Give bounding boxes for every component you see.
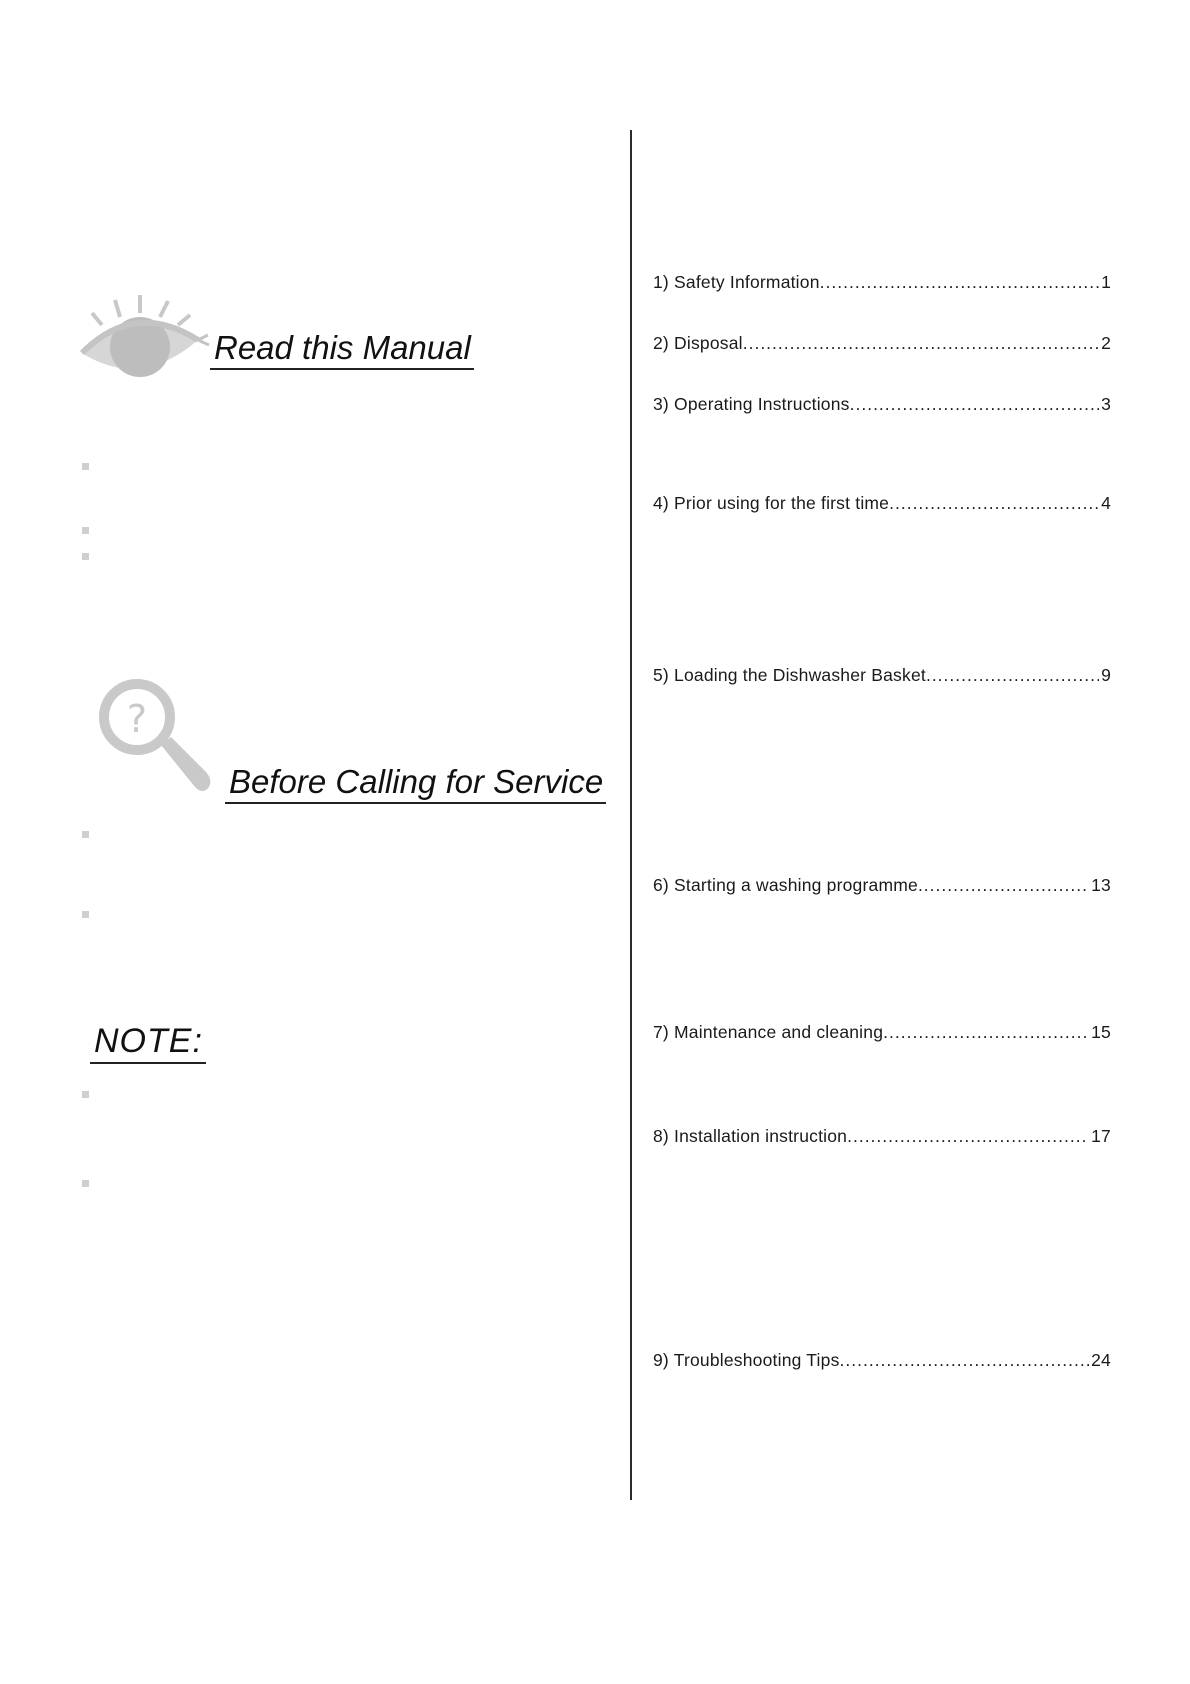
toc-item[interactable] xyxy=(653,493,1111,514)
toc-item[interactable] xyxy=(653,1350,1111,1371)
note-heading: NOTE: xyxy=(90,1023,206,1064)
toc-label: 1) Safety Information xyxy=(653,272,820,292)
toc-item[interactable] xyxy=(653,333,1111,354)
toc-page: 1 xyxy=(1101,272,1111,292)
bullet xyxy=(82,1091,89,1098)
toc-page: 4 xyxy=(1101,493,1111,513)
toc-item[interactable] xyxy=(653,1126,1111,1147)
toc-page: 2 xyxy=(1101,333,1111,353)
toc-item[interactable] xyxy=(653,875,1111,896)
before-service-heading: Before Calling for Service xyxy=(225,764,606,804)
toc-page: 9 xyxy=(1101,665,1111,685)
toc-label: 6) Starting a washing programme xyxy=(653,875,918,895)
bullet xyxy=(82,463,89,470)
toc-label: 8) Installation instruction xyxy=(653,1126,848,1146)
bullet xyxy=(82,527,89,534)
toc-item[interactable] xyxy=(653,665,1111,686)
column-divider xyxy=(630,130,632,1500)
eye-icon xyxy=(80,295,210,385)
toc-label: 9) Troubleshooting Tips xyxy=(653,1350,840,1370)
toc-label: 5) Loading the Dishwasher Basket xyxy=(653,665,926,685)
toc-label: 7) Maintenance and cleaning xyxy=(653,1022,884,1042)
toc-page: 3 xyxy=(1101,394,1111,414)
bullet xyxy=(82,831,89,838)
toc-item[interactable] xyxy=(653,1022,1111,1043)
toc-label: 3) Operating Instructions xyxy=(653,394,850,414)
read-manual-heading: Read this Manual xyxy=(210,330,474,370)
toc-item[interactable] xyxy=(653,394,1111,415)
bullet xyxy=(82,553,89,560)
bullet xyxy=(82,911,89,918)
bullet xyxy=(82,1180,89,1187)
toc-label: 2) Disposal xyxy=(653,333,743,353)
toc-label: 4) Prior using for the first time xyxy=(653,493,890,513)
svg-text:?: ? xyxy=(126,697,148,741)
toc-item[interactable] xyxy=(653,272,1111,293)
toc-page: 15 xyxy=(1091,1022,1111,1042)
magnifier-question-icon xyxy=(95,675,215,810)
toc-page: 13 xyxy=(1091,875,1111,895)
toc-page: 24 xyxy=(1091,1350,1111,1370)
toc-page: 17 xyxy=(1091,1126,1111,1146)
